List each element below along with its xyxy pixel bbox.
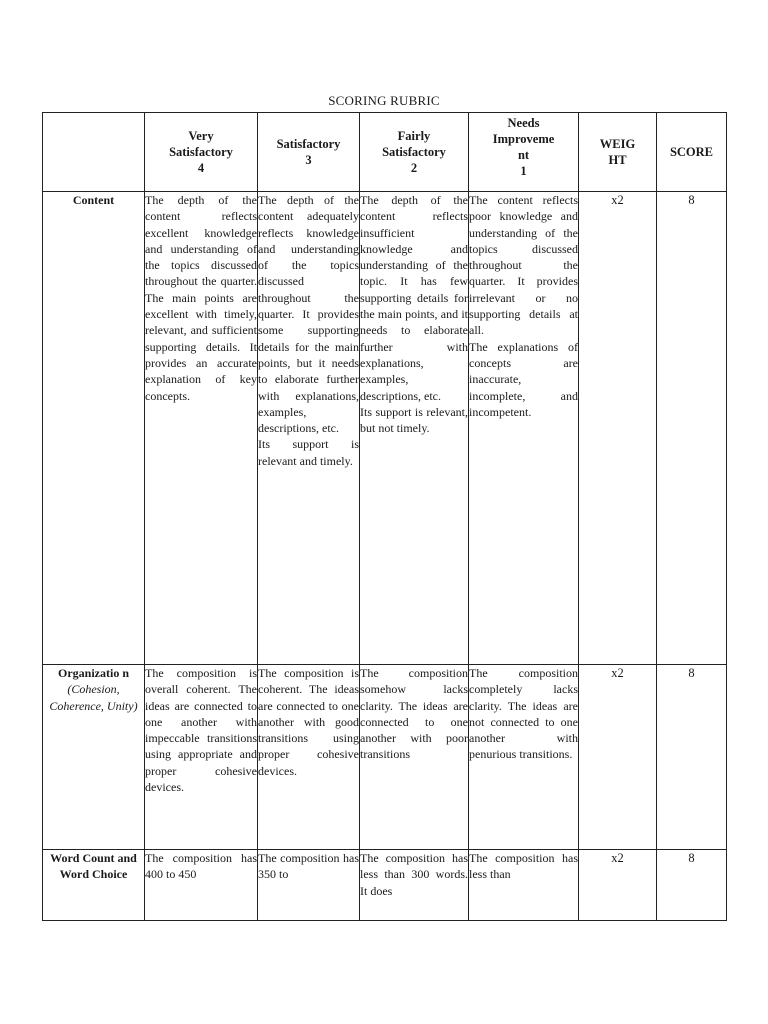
header-weight: WEIG HT — [579, 113, 657, 192]
rubric-row-organization — [43, 665, 727, 850]
criterion-cell — [43, 850, 145, 921]
descriptor-needs-improvement: The content reflects poor knowledge and understanding of the topics discussed throughout the quarter. It provides irrelevant or no supporting details at all. The explanations of concepts are inaccurate, incomplete, and incompetent. — [469, 192, 579, 665]
header-row — [43, 113, 727, 192]
descriptor-very-satisfactory: The composition has 400 to 450 — [145, 850, 258, 921]
rubric-title: SCORING RUBRIC — [328, 93, 440, 108]
rubric-row-content — [43, 192, 727, 665]
descriptor-fairly-satisfactory: The composition has less than 300 words. It does — [360, 850, 469, 921]
descriptor-very-satisfactory: The composition is overall coherent. The ideas are connected to one another with impeccable transitions using appropriate and proper cohesive devices. — [145, 665, 258, 850]
criterion-label: Organizatio n — [58, 666, 129, 680]
criterion-cell — [43, 192, 145, 665]
criterion-cell — [43, 665, 145, 850]
descriptor-needs-improvement: The composition completely lacks clarity. The ideas are not connected to one another with penurious transitions. — [469, 665, 579, 850]
score-value: 8 — [657, 850, 727, 921]
score-value: 8 — [657, 665, 727, 850]
header-criteria-blank — [43, 113, 145, 192]
descriptor-satisfactory: The composition is coherent. The ideas are connected to one another with good transitions using proper cohesive devices. — [258, 665, 360, 850]
weight-value: x2 — [579, 850, 657, 921]
descriptor-satisfactory: The composition has 350 to — [258, 850, 360, 921]
descriptor-very-satisfactory: The depth of the content reflects excellent knowledge and understanding of the topics discussed throughout the quarter. The main points are excellent with timely, relevant, and sufficient supporting details. It provides an accurate explanation of key concepts. — [145, 192, 258, 665]
score-value: 8 — [657, 192, 727, 665]
header-satisfactory: Satisfactory 3 — [258, 113, 360, 192]
criterion-label: Word Count and Word Choice — [50, 851, 137, 882]
rubric-row-word-count — [43, 850, 727, 921]
header-score: SCORE — [657, 113, 727, 192]
header-very-satisfactory: Very Satisfactory 4 — [145, 113, 258, 192]
descriptor-needs-improvement: The composition has less than — [469, 850, 579, 921]
criterion-label: Content — [72, 193, 115, 207]
header-needs-improvement: Needs Improveme nt 1 — [469, 113, 579, 192]
descriptor-fairly-satisfactory: The composition somehow lacks clarity. The ideas are connected to one another with poor transitions — [360, 665, 469, 850]
criterion-sublabel: (Cohesion, Coherence, Unity) — [49, 682, 138, 713]
descriptor-satisfactory: The depth of the content adequately reflects knowledge and understanding of the topics discussed throughout the quarter. It provides some supporting details for the main points, but it needs to elaborate further with explanations, examples, descriptions, etc. Its support is relevant and timely. — [258, 192, 360, 665]
header-fairly-satisfactory: Fairly Satisfactory 2 — [360, 113, 469, 192]
scoring-rubric-table — [42, 112, 727, 921]
weight-value: x2 — [579, 192, 657, 665]
weight-value: x2 — [579, 665, 657, 850]
descriptor-fairly-satisfactory: The depth of the content reflects insufficient knowledge and understanding of the topic. It has few supporting details for the main points, and it needs to elaborate further with explanations, examples, descriptions, etc. Its support is relevant, but not timely. — [360, 192, 469, 665]
